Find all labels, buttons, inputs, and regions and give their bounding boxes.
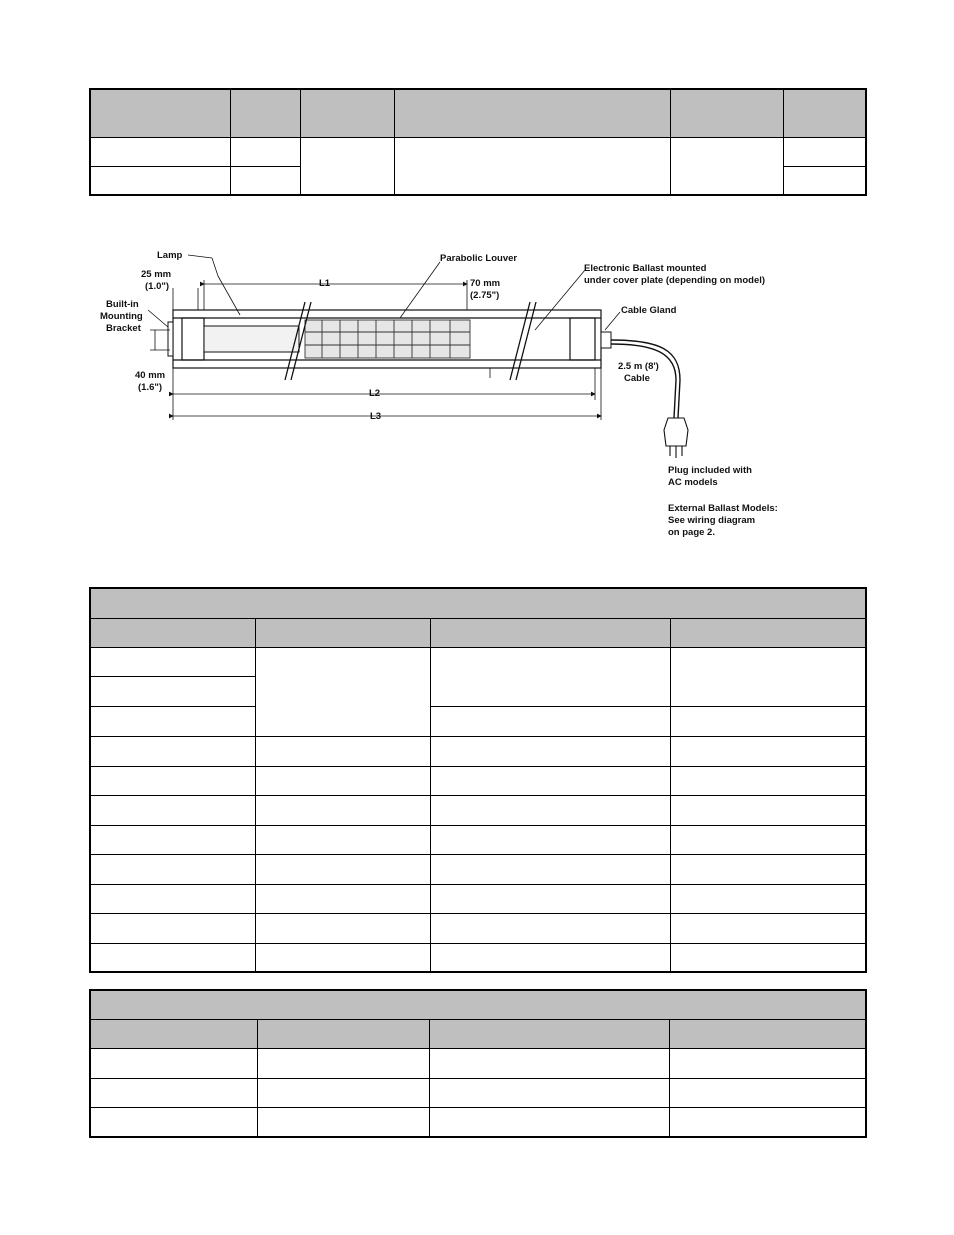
header-cell (670, 618, 866, 647)
table-cell (394, 137, 670, 195)
table-row (90, 795, 866, 825)
table-cell (230, 166, 300, 195)
table-cell (670, 706, 866, 736)
table-cell (430, 736, 670, 766)
label-plug-2: AC models (668, 477, 718, 488)
table-cell (670, 736, 866, 766)
header-cell (783, 89, 866, 137)
table-title-row (90, 588, 866, 618)
label-25mm: 25 mm (141, 269, 172, 280)
table-cell (783, 137, 866, 166)
table-cell (255, 647, 430, 736)
table-row (90, 913, 866, 943)
label-40mm: 40 mm (135, 370, 166, 381)
header-cell (255, 618, 430, 647)
table-cell (430, 795, 670, 825)
table-cell (430, 706, 670, 736)
table-cell (430, 647, 670, 706)
table-row (90, 943, 866, 972)
table-row (90, 736, 866, 766)
table-row (90, 825, 866, 854)
table-row (90, 854, 866, 884)
table-cell (670, 647, 866, 706)
table-cell (429, 1078, 669, 1107)
table-cell (90, 647, 255, 676)
fixture-dimension-drawing (100, 240, 790, 550)
label-bracket-3: Bracket (106, 323, 141, 334)
label-ext-2: See wiring diagram (668, 515, 756, 526)
table-cell (670, 913, 866, 943)
label-bracket-1: Built-in (106, 299, 139, 310)
header-cell (429, 1019, 669, 1048)
table-cell (670, 943, 866, 972)
table-cell (257, 1107, 429, 1137)
header-cell (257, 1019, 429, 1048)
label-l1: L1 (319, 278, 331, 289)
table-cell (429, 1048, 669, 1078)
header-cell (90, 89, 230, 137)
header-cell (90, 618, 255, 647)
header-cell (300, 89, 394, 137)
table-cell (430, 884, 670, 913)
table-header-row (90, 89, 866, 137)
label-cable-gland: Cable Gland (621, 305, 677, 316)
label-70mm: 70 mm (470, 278, 501, 289)
table-cell (670, 766, 866, 795)
table-cell (90, 854, 255, 884)
table-header-row (90, 1019, 866, 1048)
label-cable-1: 2.5 m (8') (618, 361, 659, 372)
table-cell (670, 825, 866, 854)
table-cell (90, 913, 255, 943)
cable-gland (601, 332, 611, 348)
table-cell (429, 1107, 669, 1137)
label-lamp: Lamp (157, 250, 183, 261)
table-cell (90, 795, 255, 825)
top-spec-table (89, 88, 867, 196)
label-25mm-in: (1.0") (145, 281, 170, 292)
table-cell (255, 913, 430, 943)
table-title-row (90, 990, 866, 1019)
label-l2: L2 (369, 388, 381, 399)
table-cell (90, 1107, 257, 1137)
header-cell (394, 89, 670, 137)
header-cell (230, 89, 300, 137)
label-plug-1: Plug included with (668, 465, 752, 476)
header-cell (670, 89, 783, 137)
table-cell (90, 884, 255, 913)
table-row (90, 137, 866, 166)
table-cell (90, 825, 255, 854)
label-70mm-in: (2.75") (470, 290, 500, 301)
table-cell (670, 854, 866, 884)
label-ext-1: External Ballast Models: (668, 503, 778, 514)
table-cell (669, 1078, 866, 1107)
lamp-tube (204, 326, 299, 352)
parabolic-louver-grid (305, 320, 470, 358)
table-row (90, 1078, 866, 1107)
table-row (90, 1048, 866, 1078)
label-ext-3: on page 2. (668, 527, 715, 538)
table-cell (783, 166, 866, 195)
table-row (90, 647, 866, 676)
table-cell (670, 884, 866, 913)
table-cell (670, 795, 866, 825)
table-cell (430, 913, 670, 943)
label-ballast-1: Electronic Ballast mounted (584, 263, 707, 274)
table-cell (257, 1048, 429, 1078)
table-cell (90, 137, 230, 166)
table-cell (430, 825, 670, 854)
label-l3: L3 (370, 411, 382, 422)
table-cell (430, 766, 670, 795)
bottom-spec-table (89, 989, 867, 1138)
table-cell (255, 736, 430, 766)
plug-icon (664, 418, 688, 458)
table-row (90, 1107, 866, 1137)
table-cell (230, 137, 300, 166)
table-cell (90, 166, 230, 195)
table-cell (430, 943, 670, 972)
header-cell (90, 1019, 257, 1048)
table-cell (255, 766, 430, 795)
table-cell (90, 943, 255, 972)
table-cell (669, 1048, 866, 1078)
label-bracket-2: Mounting (100, 311, 143, 322)
label-cable-2: Cable (624, 373, 650, 384)
table-cell (669, 1107, 866, 1137)
table-cell (255, 825, 430, 854)
header-cell (669, 1019, 866, 1048)
table-cell (300, 137, 394, 195)
table-header-row (90, 618, 866, 647)
header-cell (430, 618, 670, 647)
table-cell (90, 766, 255, 795)
table-cell (90, 676, 255, 706)
table-cell (90, 736, 255, 766)
table-cell (255, 943, 430, 972)
middle-spec-table (89, 587, 867, 973)
table-cell (90, 1078, 257, 1107)
table-cell (255, 884, 430, 913)
table-title-cell (90, 588, 866, 618)
table-cell (255, 795, 430, 825)
label-ballast-2: under cover plate (depending on model) (584, 275, 766, 286)
table-cell (90, 1048, 257, 1078)
table-row (90, 706, 866, 736)
table-row (90, 766, 866, 795)
label-40mm-in: (1.6") (138, 382, 163, 393)
table-title-cell (90, 990, 866, 1019)
table-cell (90, 706, 255, 736)
table-cell (670, 137, 783, 195)
table-cell (430, 854, 670, 884)
mounting-bracket (168, 322, 173, 356)
table-row (90, 884, 866, 913)
label-parabolic-louver: Parabolic Louver (440, 253, 518, 264)
table-cell (257, 1078, 429, 1107)
table-cell (255, 854, 430, 884)
